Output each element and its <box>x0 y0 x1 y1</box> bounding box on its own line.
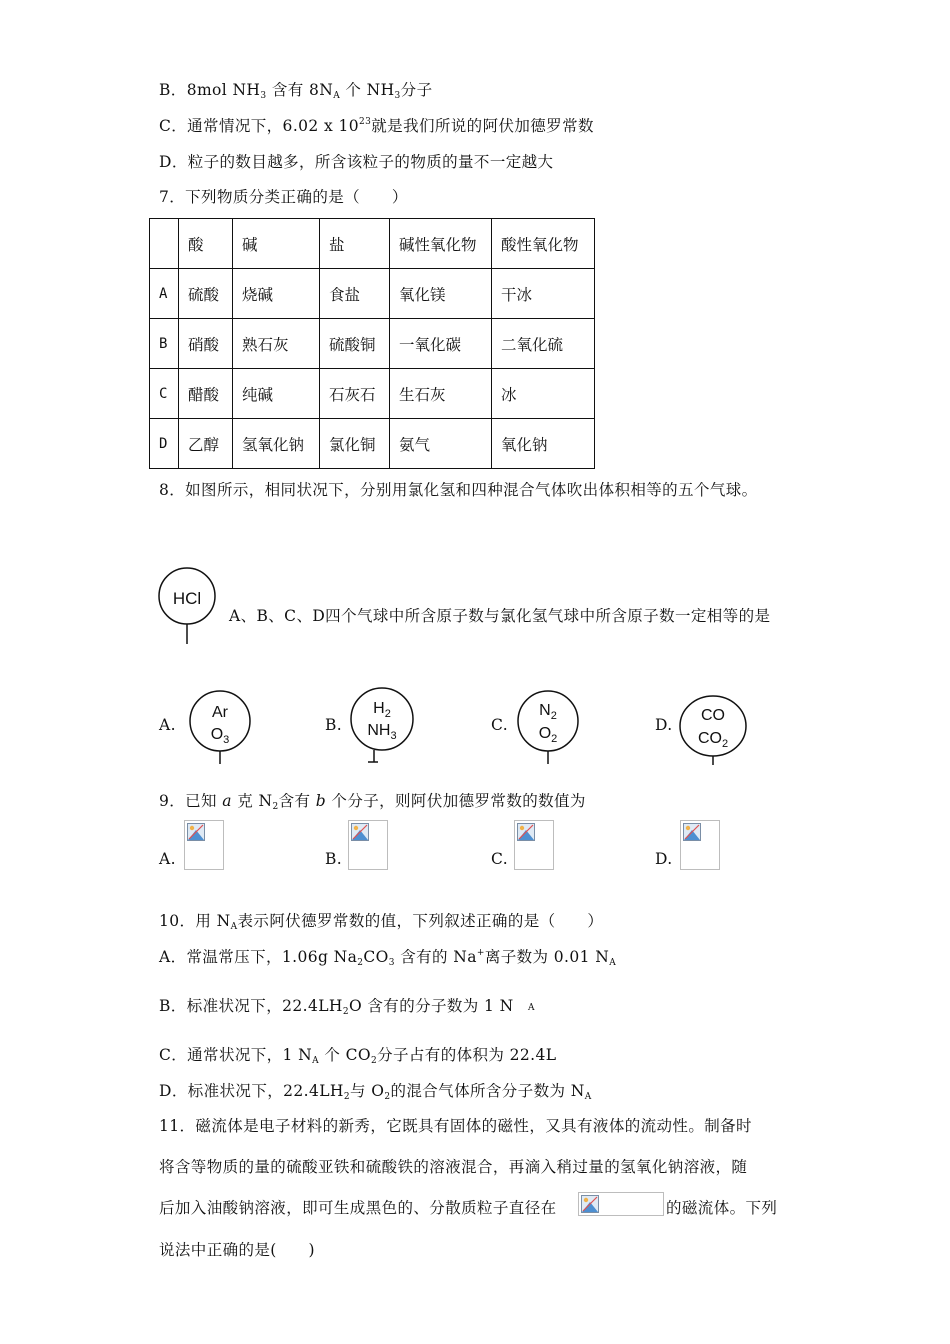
q10-option-b-subscript: A <box>528 1003 535 1013</box>
q9-option-c-label: C. <box>491 850 509 868</box>
balloon-b-sub1: 2 <box>384 708 391 720</box>
q10-option-b: B．标准状况下，$22.4LH_2O$ 含有的分子数为 1 N <box>159 997 514 1017</box>
q10-option-a: A．常温常压下，1.06g $Na_2CO_3$ 含有的 Na+离子数为 0.01 $N_A$ <box>159 948 617 968</box>
q6-option-b: B．8mol $NH_3$ 含有 $8N_A$ 个 $NH_3$分子 <box>159 81 433 101</box>
q10-option-d: D．标准状况下，$22.4LH_2$与 $O_2$的混合气体所含分子数为 $N_A$ <box>159 1082 592 1102</box>
q9-option-c-image-icon <box>514 820 554 870</box>
balloon-b-line2: NH <box>367 722 391 739</box>
q9-stem: 9．已知 a 克 $N_2$含有 b 个分子，则阿伏加德罗常数的数值为 <box>159 792 586 812</box>
q9-option-d-image-icon <box>680 820 720 870</box>
q8-option-c-label: C. <box>491 716 509 734</box>
q8-stem: 8．如图所示，相同状况下，分别用氯化氢和四种混合气体吹出体积相等的五个气球。 <box>159 481 758 499</box>
q9-option-a-label: A. <box>159 850 176 868</box>
q6-option-c: C．通常情况下，6.02 x $10^{23}$就是我们所说的阿伏加德罗常数 <box>159 117 594 135</box>
table-cell: 氧化镁 <box>390 269 492 319</box>
balloon-d-sub2: 2 <box>721 738 729 750</box>
q11-line-3-end: 的磁流体。下列 <box>666 1199 778 1217</box>
balloon-b-icon <box>348 686 420 768</box>
table-cell: 氢氧化钠 <box>233 419 320 469</box>
q6-option-d: D．粒子的数目越多，所含该粒子的物质的量不一定越大 <box>159 153 554 171</box>
table-cell: 烧碱 <box>233 269 320 319</box>
table-cell: 硫酸铜 <box>320 319 390 369</box>
row-label: D <box>150 419 179 469</box>
table-cell: 石灰石 <box>320 369 390 419</box>
balloon-a-icon <box>186 688 256 768</box>
q10-stem: 10．用 $N_A$表示阿伏德罗常数的值，下列叙述正确的是（ ） <box>159 912 604 932</box>
table-row <box>150 369 595 419</box>
balloon-d-line2: CO <box>697 730 722 747</box>
q11-diameter-image-icon <box>578 1192 664 1216</box>
balloon-b-line1: H <box>373 700 385 717</box>
table-row <box>150 419 595 469</box>
svg-text:N2 <box>539 702 557 722</box>
q11-line-4: 说法中正确的是( ) <box>159 1241 315 1259</box>
table-cell: 氯化铜 <box>320 419 390 469</box>
balloon-c-sub2: 2 <box>551 733 558 745</box>
table-cell: 醋酸 <box>179 369 233 419</box>
balloon-d-line1: CO <box>701 707 725 724</box>
svg-text:NH3 <box>367 722 396 742</box>
table-header-row <box>150 219 595 269</box>
table-cell: 熟石灰 <box>233 319 320 369</box>
row-label: C <box>150 369 179 419</box>
table-cell: 干冰 <box>492 269 595 319</box>
table-cell: 硝酸 <box>179 319 233 369</box>
balloon-c-sub1: 2 <box>550 710 557 722</box>
classification-table <box>149 218 595 469</box>
table-cell: 碱 <box>233 219 320 269</box>
balloon-c-icon <box>514 688 584 768</box>
table-cell: 乙醇 <box>179 419 233 469</box>
table-cell <box>150 219 179 269</box>
q8-question: A、B、C、D四个气球中所含原子数与氯化氢气球中所含原子数一定相等的是 <box>229 607 771 625</box>
q8-option-b-label: B. <box>325 716 343 734</box>
table-cell: 食盐 <box>320 269 390 319</box>
q9-option-b-label: B. <box>325 850 343 868</box>
balloon-a-line2: O <box>210 726 224 743</box>
table-cell: 酸 <box>179 219 233 269</box>
q9-option-b-image-icon <box>348 820 388 870</box>
q10-option-c: C．通常状况下，1 $N_A$ 个 $CO_2$分子占有的体积为 22.4L <box>159 1046 557 1066</box>
svg-text:CO2 <box>698 730 728 750</box>
svg-text:Ar <box>212 704 229 721</box>
table-cell: 氧化钠 <box>492 419 595 469</box>
q9-option-d-label: D. <box>655 850 673 868</box>
table-cell: 生石灰 <box>390 369 492 419</box>
table-cell: 盐 <box>320 219 390 269</box>
row-label: B <box>150 319 179 369</box>
balloon-c-line2: O <box>538 725 552 742</box>
q7-stem: 7．下列物质分类正确的是（ ） <box>159 188 408 206</box>
row-label: A <box>150 269 179 319</box>
table-cell: 纯碱 <box>233 369 320 419</box>
balloon-a-sub2: 3 <box>223 734 230 746</box>
balloon-a-line1: Ar <box>212 704 228 721</box>
svg-text:CO <box>701 707 725 724</box>
svg-text:H2 <box>373 700 391 720</box>
table-cell: 碱性氧化物 <box>390 219 492 269</box>
q8-option-a-label: A. <box>159 716 176 734</box>
table-cell: 硫酸 <box>179 269 233 319</box>
q11-line-1: 11．磁流体是电子材料的新秀，它既具有固体的磁性，又具有液体的流动性。制备时 <box>159 1117 752 1135</box>
svg-text:O3 <box>211 726 230 746</box>
table-row <box>150 269 595 319</box>
q8-option-d-label: D. <box>655 716 673 734</box>
table-cell: 一氧化碳 <box>390 319 492 369</box>
q11-line-3: 后加入油酸钠溶液，即可生成黑色的、分散质粒子直径在 <box>159 1199 557 1217</box>
table-cell: 氨气 <box>390 419 492 469</box>
hcl-balloon-icon <box>156 566 222 648</box>
table-cell: 冰 <box>492 369 595 419</box>
table-cell: 酸性氧化物 <box>492 219 595 269</box>
balloon-c-line1: N <box>539 702 551 719</box>
hcl-label: HCl <box>172 589 202 608</box>
svg-text:O2 <box>539 725 558 745</box>
q11-line-2: 将含等物质的量的硫酸亚铁和硫酸铁的溶液混合，再滴入稍过量的氢氧化钠溶液，随 <box>159 1158 748 1176</box>
balloon-d-icon <box>678 692 754 768</box>
balloon-b-sub2: 3 <box>390 730 397 742</box>
q9-option-a-image-icon <box>184 820 224 870</box>
table-row <box>150 319 595 369</box>
table-cell: 二氧化硫 <box>492 319 595 369</box>
